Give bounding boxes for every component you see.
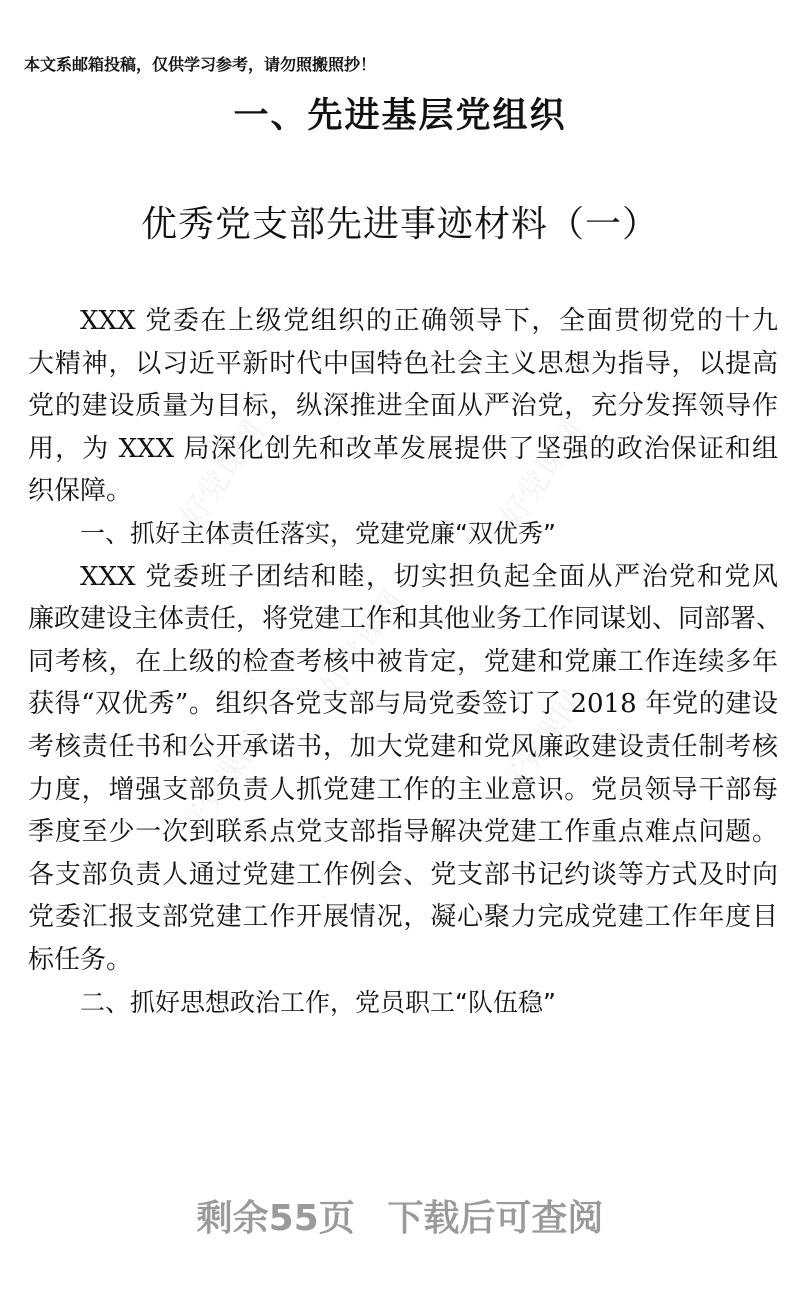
document-body xyxy=(28,300,783,1024)
paragraph-line: 获得“双优秀”。组织各党支部与局党委签订了 2018 年党的建设 xyxy=(28,689,778,720)
paragraph-line: XXX 党委班子团结和睦，切实担负起全面从严治党和党风 xyxy=(80,561,778,592)
paragraph-line: 党的建设质量为目标，纵深推进全面从严治党，充分发挥领导作 xyxy=(28,391,778,422)
paragraph-line: 力度，增强支部负责人抓党建工作的主业意识。党员领导干部每 xyxy=(28,774,778,805)
section-title: 一、先进基层党组织 xyxy=(233,95,567,136)
paragraph-line: 织保障。 xyxy=(28,476,133,507)
paragraph-line: 用，为 XXX 局深化创先和改革发展提供了坚强的政治保证和组 xyxy=(28,433,778,464)
paragraph-line: 各支部负责人通过党建工作例会、党支部书记约谈等方式及时向 xyxy=(28,859,778,890)
remaining-pages: 剩余55页 xyxy=(196,1198,355,1239)
section-heading: 二、抓好思想政治工作，党员职工“队伍稳” xyxy=(80,987,556,1017)
paragraph-line: XXX 党委在上级党组织的正确领导下，全面贯彻党的十九 xyxy=(80,306,778,336)
section-heading: 一、抓好主体责任落实，党建党廉“双优秀” xyxy=(80,518,556,548)
watermark: 好党课网 xyxy=(174,724,272,844)
paragraph-line: 党委汇报支部党建工作开展情况，凝心聚力完成党建工作年度目 xyxy=(28,902,778,933)
watermark: 好党课网 xyxy=(174,414,272,534)
paragraph-line: 季度至少一次到联系点党支部指导解决党建工作重点难点问题。 xyxy=(28,817,778,848)
document-title: 优秀党支部先进事迹材料（一） xyxy=(140,204,659,245)
copyright-notice: 本文系邮箱投稿，仅供学习参考，请勿照搬照抄！ xyxy=(24,55,377,74)
download-prompt[interactable] xyxy=(0,1190,800,1241)
paragraph-line: 同考核，在上级的检查考核中被肯定，党建和党廉工作连续多年 xyxy=(28,646,778,677)
watermark: 好党课网 xyxy=(314,584,412,704)
paragraph-line: 标任务。 xyxy=(28,944,133,975)
paragraph-line: 考核责任书和公开承诺书，加大党建和党风廉政建设责任制考核 xyxy=(28,731,778,762)
watermark: 好党课网 xyxy=(494,684,592,804)
download-to-view[interactable]: 下载后可查阅 xyxy=(387,1198,604,1239)
paragraph-line: 廉政建设主体责任，将党建工作和其他业务工作同谋划、同部署、 xyxy=(28,604,783,635)
watermark: 好党课网 xyxy=(494,414,592,534)
paragraph-line: 大精神，以习近平新时代中国特色社会主义思想为指导，以提高 xyxy=(28,348,778,379)
